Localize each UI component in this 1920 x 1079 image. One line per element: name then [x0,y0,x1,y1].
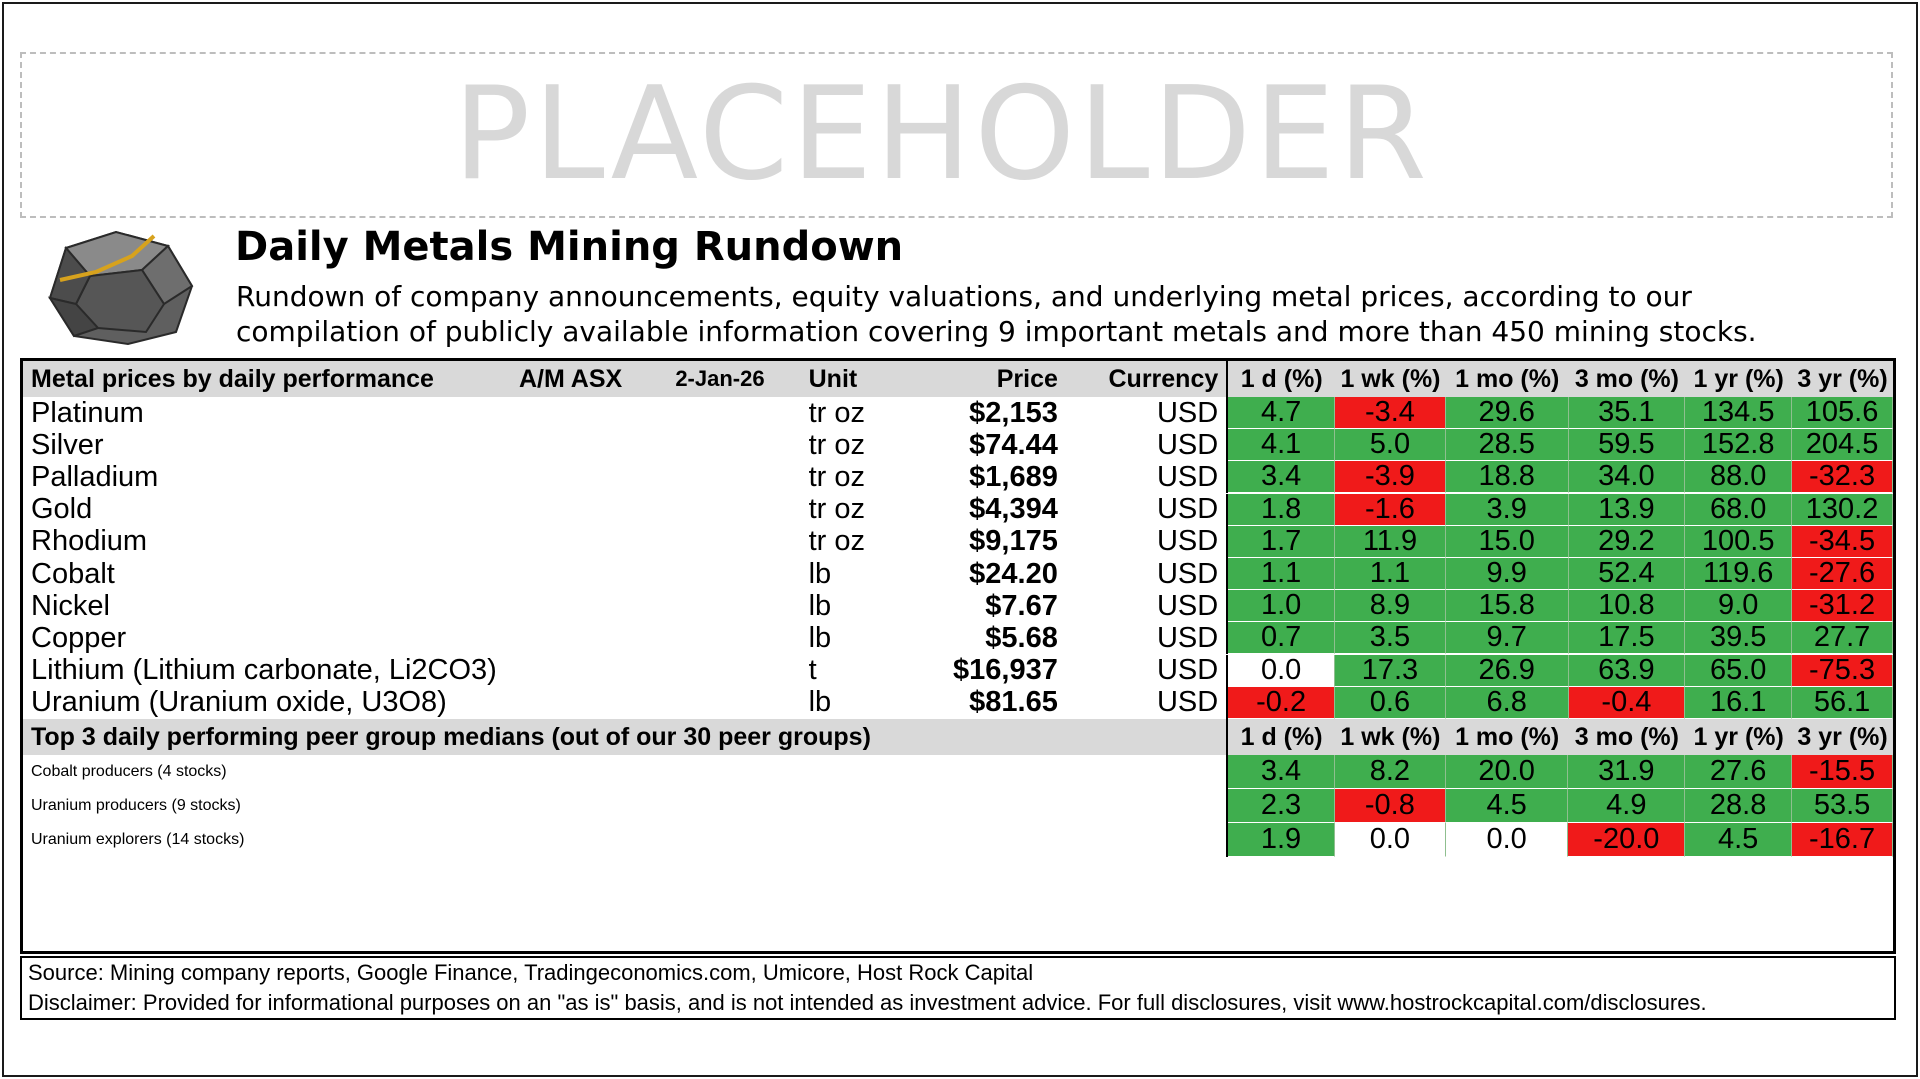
performance-cell: 27.7 [1792,622,1893,654]
metal-row [23,558,1893,590]
metal-name: Gold [31,493,93,526]
performance-cell: 18.8 [1446,461,1569,493]
performance-cell: -1.6 [1335,494,1446,526]
performance-cell: 68.0 [1685,494,1792,526]
performance-cell: -3.4 [1335,397,1446,429]
metal-row [23,687,1893,719]
peer-row [23,823,1893,857]
performance-cell: 63.9 [1569,655,1686,687]
metal-currency: USD [1068,526,1228,558]
metal-price: $81.65 [969,686,1058,719]
performance-cell: 17.3 [1335,655,1446,687]
period-header: 1 d (%) [1240,364,1323,393]
peer-header-row [23,719,1893,755]
peer-group-name: Uranium producers (9 stocks) [23,789,1228,823]
performance-cell: 0.6 [1335,687,1446,719]
performance-cell: 27.6 [1685,755,1792,789]
metal-row [23,461,1893,493]
period-header: 3 mo (%) [1574,722,1679,751]
performance-cell: 3.4 [1228,755,1335,789]
price-header: Price [996,364,1058,393]
performance-cell: 9.0 [1685,590,1792,622]
metals-header-row [23,361,1893,397]
disclaimer-note: Disclaimer: Provided for informational purposes on an "as is" basis, and is not intended as investment advice. For full disclosures, visit www.hostrockcapital.com/disclosures. [28,990,1707,1015]
metal-row [23,590,1893,622]
metal-price: $9,175 [969,525,1058,558]
subtitle-line-1: Rundown of company announcements, equity valuations, and underlying metal prices, according to our [236,280,1692,313]
period-header: 3 yr (%) [1797,364,1888,393]
peer-group-name: Cobalt producers (4 stocks) [23,755,1228,789]
metal-unit: tr oz [808,493,866,526]
peer-header-label: Top 3 daily performing peer group medians (out of our 30 peer groups) [23,719,1228,755]
metal-price: $7.67 [985,590,1058,622]
period-header: 1 mo (%) [1455,364,1560,393]
metal-currency: USD [1068,687,1228,719]
performance-cell: 1.0 [1228,590,1335,622]
metal-currency: USD [1068,494,1228,526]
metal-currency: USD [1068,558,1228,590]
performance-cell: 8.2 [1335,755,1446,789]
performance-cell: 53.5 [1792,789,1893,823]
date-label: 2-Jan-26 [675,366,765,391]
performance-cell: 4.5 [1685,823,1792,857]
metal-unit: tr oz [808,429,866,461]
metal-price: $74.44 [969,429,1058,461]
performance-cell: 28.5 [1446,429,1569,461]
metal-name: Cobalt [31,558,115,590]
performance-cell: 3.4 [1228,461,1335,493]
metal-row [23,397,1893,429]
metal-unit: tr oz [808,397,866,429]
metal-name: Copper [31,622,127,654]
performance-cell: 26.9 [1446,655,1569,687]
session-label: A/M ASX [518,364,623,393]
metal-unit: t [808,654,817,687]
performance-cell: 119.6 [1685,558,1792,590]
performance-cell: 3.5 [1335,622,1446,654]
performance-cell: 29.2 [1569,526,1686,558]
metal-currency: USD [1068,461,1228,493]
metal-price: $2,153 [969,397,1058,429]
performance-cell: 9.7 [1446,622,1569,654]
metal-currency: USD [1068,429,1228,461]
period-header: 1 d (%) [1240,722,1323,751]
performance-cell: 8.9 [1335,590,1446,622]
rock-logo-icon [46,228,196,348]
metal-name: Nickel [31,590,110,622]
peer-group-name: Uranium explorers (14 stocks) [23,823,1228,857]
metal-name: Lithium (Lithium carbonate, Li2CO3) [31,654,497,687]
metals-table [20,358,1896,954]
metal-name: Silver [31,429,104,461]
performance-cell: 1.9 [1228,823,1335,857]
performance-cell: 0.7 [1228,622,1335,654]
performance-cell: 1.8 [1228,494,1335,526]
performance-cell: 3.9 [1446,494,1569,526]
period-header: 1 wk (%) [1340,364,1441,393]
performance-cell: -0.2 [1228,687,1335,719]
performance-cell: 0.0 [1446,823,1569,857]
performance-cell: 59.5 [1569,429,1686,461]
metal-row [23,526,1893,558]
metal-price: $16,937 [953,654,1058,687]
metal-name: Palladium [31,461,159,493]
footer-notes [20,956,1896,1020]
performance-cell: 28.8 [1685,789,1792,823]
placeholder-banner [20,52,1893,218]
performance-cell: 130.2 [1792,494,1893,526]
metal-row [23,655,1893,687]
performance-cell: -15.5 [1792,755,1893,789]
performance-cell: 152.8 [1685,429,1792,461]
performance-cell: 88.0 [1685,461,1792,493]
metal-name: Platinum [31,397,144,429]
performance-cell: 35.1 [1569,397,1686,429]
metal-currency: USD [1068,655,1228,687]
performance-cell: 15.0 [1446,526,1569,558]
peer-row [23,755,1893,789]
metal-price: $24.20 [969,558,1058,590]
period-header: 1 yr (%) [1693,364,1784,393]
metal-unit: tr oz [808,525,866,558]
page-subtitle [236,279,1896,349]
performance-cell: 17.5 [1569,622,1686,654]
metal-row [23,429,1893,461]
performance-cell: 6.8 [1446,687,1569,719]
performance-cell: 11.9 [1335,526,1446,558]
performance-cell: 1.7 [1228,526,1335,558]
period-header: 1 yr (%) [1693,722,1784,751]
performance-cell: 105.6 [1792,397,1893,429]
performance-cell: 31.9 [1568,755,1685,789]
performance-cell: 29.6 [1446,397,1569,429]
performance-cell: 4.1 [1228,429,1335,461]
metal-price: $4,394 [969,493,1058,526]
performance-cell: 2.3 [1228,789,1335,823]
metal-unit: lb [808,558,832,590]
performance-cell: 65.0 [1685,655,1792,687]
performance-cell: -0.8 [1335,789,1446,823]
performance-cell: 20.0 [1446,755,1569,789]
performance-cell: 1.1 [1228,558,1335,590]
currency-header: Currency [1068,361,1228,397]
performance-cell: 4.9 [1568,789,1685,823]
metal-unit: tr oz [808,461,866,493]
performance-cell: 34.0 [1569,461,1686,493]
performance-cell: -75.3 [1792,655,1893,687]
metals-header-label: Metal prices by daily performance [31,364,434,393]
performance-cell: -32.3 [1792,461,1893,493]
performance-cell: 13.9 [1569,494,1686,526]
performance-cell: 0.0 [1335,823,1446,857]
placeholder-text: PLACEHOLDER [453,60,1430,209]
performance-cell: -27.6 [1792,558,1893,590]
source-note: Source: Mining company reports, Google Finance, Tradingeconomics.com, Umicore, Host Rock Capital [28,960,1034,985]
metal-name: Rhodium [31,525,148,558]
period-header: 3 mo (%) [1574,364,1679,393]
page-title: Daily Metals Mining Rundown [235,224,904,270]
performance-cell: 134.5 [1685,397,1792,429]
unit-header: Unit [808,364,858,393]
performance-cell: -31.2 [1792,590,1893,622]
performance-cell: 0.0 [1228,655,1335,687]
performance-cell: 5.0 [1335,429,1446,461]
performance-cell: 4.7 [1228,397,1335,429]
metal-unit: lb [808,590,832,622]
performance-cell: -3.9 [1335,461,1446,493]
metal-row [23,494,1893,526]
performance-cell: 10.8 [1569,590,1686,622]
performance-cell: 204.5 [1792,429,1893,461]
metal-currency: USD [1068,622,1228,654]
metal-currency: USD [1068,397,1228,429]
metal-price: $1,689 [969,461,1058,493]
metal-price: $5.68 [985,622,1058,654]
metal-row [23,622,1893,654]
performance-cell: 56.1 [1792,687,1893,719]
metal-name: Uranium (Uranium oxide, U3O8) [31,686,447,719]
performance-cell: -34.5 [1792,526,1893,558]
performance-cell: 9.9 [1446,558,1569,590]
period-header: 3 yr (%) [1797,722,1888,751]
metal-currency: USD [1068,590,1228,622]
performance-cell: 15.8 [1446,590,1569,622]
performance-cell: -20.0 [1568,823,1685,857]
peer-row [23,789,1893,823]
metal-unit: lb [808,622,832,654]
performance-cell: 16.1 [1685,687,1792,719]
performance-cell: -16.7 [1792,823,1893,857]
performance-cell: 52.4 [1569,558,1686,590]
performance-cell: 4.5 [1446,789,1569,823]
performance-cell: 100.5 [1685,526,1792,558]
performance-cell: 39.5 [1685,622,1792,654]
performance-cell: -0.4 [1569,687,1686,719]
performance-cell: 1.1 [1335,558,1446,590]
subtitle-line-2: compilation of publicly available information covering 9 important metals and more than 450 mining stocks. [236,315,1757,348]
metal-unit: lb [808,686,832,719]
period-header: 1 mo (%) [1455,722,1560,751]
period-header: 1 wk (%) [1340,722,1441,751]
